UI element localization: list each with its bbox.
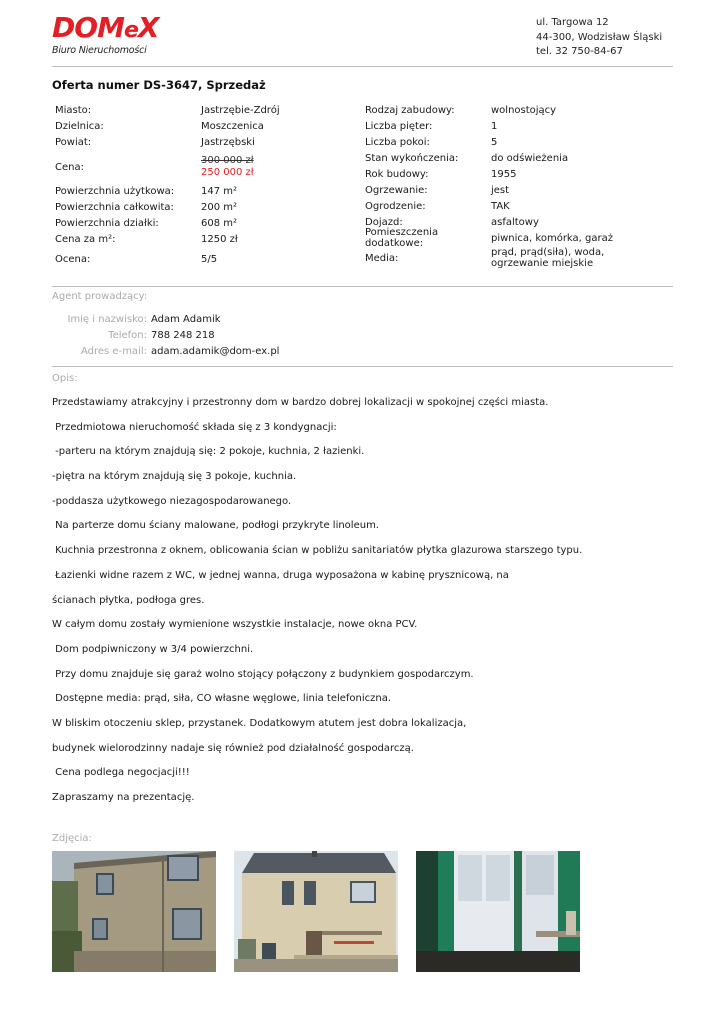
- detail-value: 200 m²: [201, 202, 238, 213]
- detail-label: Rodzaj zabudowy:: [365, 105, 455, 117]
- agent-phone: 788 248 218: [151, 329, 215, 341]
- company-logo: [52, 11, 172, 56]
- description-paragraph: Cena podlega negocjacji!!!: [52, 767, 190, 779]
- agent-divider: [52, 366, 673, 367]
- description-paragraph: Przedstawiamy atrakcyjny i przestronny dom w bardzo dobrej lokalizacji w spokojnej części miasta.: [52, 397, 549, 408]
- description-body: [52, 396, 682, 816]
- detail-label: Powierzchnia użytkowa:: [55, 186, 175, 198]
- detail-row: [55, 231, 280, 247]
- agent-section-label: Agent prowadzący:: [52, 291, 148, 302]
- detail-value: do odświeżenia: [491, 153, 569, 165]
- detail-label: Ocena:: [55, 253, 91, 265]
- detail-row: [365, 119, 661, 135]
- description-paragraph: W całym domu zostały wymienione wszystkie instalacje, nowe okna PCV.: [52, 619, 418, 631]
- old-price: 300 000 zł: [201, 155, 254, 167]
- photos-section-label: Zdjęcia:: [52, 833, 92, 844]
- detail-label: Stan wykończenia:: [365, 153, 459, 165]
- interior-photo[interactable]: [416, 851, 580, 972]
- agent-row: [52, 343, 279, 359]
- house-photo-back[interactable]: [234, 851, 398, 972]
- detail-label: Powierzchnia całkowita:: [55, 202, 174, 213]
- description-paragraph: Przedmiotowa nieruchomość składa się z 3 kondygnacji:: [52, 421, 337, 433]
- description-paragraph: Dom podpiwniczony w 3/4 powierzchni.: [52, 643, 254, 655]
- logo-text: DOMeX: [52, 11, 159, 44]
- address-phone: tel. 32 750-84-67: [536, 46, 623, 57]
- details-left: [55, 103, 280, 271]
- description-paragraph: Kuchnia przestronna z oknem, oblicowania ścian w pobliżu sanitariatów płytka glazurowa starszego typu.: [52, 545, 583, 557]
- price-label: Cena:: [55, 161, 84, 173]
- detail-value: 1955: [491, 169, 517, 180]
- price-values: [201, 155, 254, 179]
- detail-row: [55, 215, 280, 231]
- detail-row: [365, 151, 661, 167]
- description-paragraph: Dostępne media: prąd, siła, CO własne węglowe, linia telefoniczna.: [52, 693, 392, 705]
- agent-email-label: Adres e-mail:: [80, 345, 147, 357]
- agent-name-label: Imię i nazwisko:: [67, 313, 147, 325]
- description-section-label: Opis:: [52, 373, 78, 384]
- detail-row: [365, 182, 661, 198]
- detail-label: Liczba pokoi:: [365, 137, 430, 149]
- agent-row: [52, 327, 279, 343]
- detail-value: 5: [491, 137, 498, 149]
- detail-value: jest: [491, 184, 510, 196]
- details-right: [365, 103, 661, 270]
- detail-value: Moszczenica: [201, 121, 264, 133]
- detail-label: Dojazd:: [365, 216, 403, 228]
- address-street: ul. Targowa 12: [536, 17, 609, 28]
- agent-email: adam.adamik@dom-ex.pl: [151, 345, 280, 357]
- offer-title: Oferta numer DS-3647, Sprzedaż: [52, 78, 266, 92]
- company-address: [536, 16, 662, 60]
- description-paragraph: -parteru na którym znajdują się: 2 pokoje, kuchnia, 2 łazienki.: [52, 446, 365, 458]
- detail-value: prąd, prąd(siła), woda, ogrzewanie miejskie: [491, 246, 605, 270]
- detail-label: Powiat:: [55, 137, 92, 149]
- detail-label: Media:: [365, 252, 399, 264]
- detail-label: Dzielnica:: [55, 121, 104, 133]
- description-paragraph: Łazienki widne razem z WC, w jednej wanna, druga wyposażona w kabinę prysznicową, na: [52, 569, 509, 581]
- detail-row: [55, 200, 280, 216]
- detail-row: [55, 103, 280, 119]
- header-divider: [52, 66, 673, 67]
- detail-row: [55, 135, 280, 151]
- detail-row: [365, 167, 661, 183]
- new-price: 250 000 zł: [201, 167, 254, 179]
- photo-gallery: [52, 851, 598, 972]
- agent-name: Adam Adamik: [151, 313, 221, 325]
- description-paragraph: -piętra na którym znajdują się 3 pokoje, kuchnia.: [52, 471, 297, 483]
- detail-label: Liczba pięter:: [365, 121, 433, 133]
- detail-row: [55, 184, 280, 200]
- detail-row: [365, 198, 661, 214]
- agent-phone-label: Telefon:: [108, 329, 147, 341]
- detail-value: asfaltowy: [491, 216, 539, 228]
- detail-row: [365, 103, 661, 119]
- detail-value: 1: [491, 121, 498, 133]
- details-divider: [52, 286, 673, 287]
- detail-label: Cena za m²:: [55, 233, 116, 245]
- description-paragraph: Przy domu znajduje się garaż wolno stojący połączony z budynkiem gospodarczym.: [52, 668, 474, 680]
- detail-row: [365, 227, 661, 250]
- detail-label: Powierzchnia działki:: [55, 217, 159, 229]
- description-paragraph: Zapraszamy na prezentację.: [52, 792, 195, 803]
- description-paragraph: Na parterze domu ściany malowane, podłogi przykryte linoleum.: [52, 520, 379, 532]
- detail-label: Ogrzewanie:: [365, 184, 428, 196]
- detail-value: piwnica, komórka, garaż: [491, 232, 613, 244]
- agent-info: [52, 311, 279, 359]
- detail-label: Rok budowy:: [365, 169, 429, 180]
- address-city: 44-300, Wodzisław Śląski: [536, 31, 663, 43]
- detail-label: Pomieszczenia dodatkowe:: [365, 227, 439, 250]
- detail-value: TAK: [491, 200, 510, 212]
- detail-row: [55, 119, 280, 135]
- agent-row: [52, 311, 279, 327]
- detail-value: 5/5: [201, 253, 218, 265]
- description-paragraph: W bliskim otoczeniu sklep, przystanek. Dodatkowym atutem jest dobra lokalizacja,: [52, 717, 467, 729]
- detail-label: Ogrodzenie:: [365, 200, 426, 212]
- detail-value: Jastrzębie-Zdrój: [201, 105, 280, 117]
- detail-value: 1250 zł: [201, 233, 238, 245]
- logo-subtitle: Biuro Nieruchomości: [52, 45, 147, 56]
- detail-row: [55, 247, 280, 271]
- detail-value: Jastrzębski: [201, 137, 255, 149]
- detail-label: Miasto:: [55, 105, 92, 117]
- description-paragraph: -poddasza użytkowego niezagospodarowanego.: [52, 495, 292, 507]
- description-paragraph: budynek wielorodzinny nadaje się również pod działalność gospodarczą.: [52, 742, 414, 754]
- detail-value: 608 m²: [201, 217, 238, 229]
- detail-value: 147 m²: [201, 186, 238, 198]
- description-paragraph: ścianach płytka, podłoga gres.: [52, 594, 205, 606]
- price-row: [55, 151, 280, 184]
- detail-row: [365, 135, 661, 151]
- house-photo-front[interactable]: [52, 851, 216, 972]
- detail-value: wolnostojący: [491, 105, 557, 117]
- detail-row: [365, 246, 661, 270]
